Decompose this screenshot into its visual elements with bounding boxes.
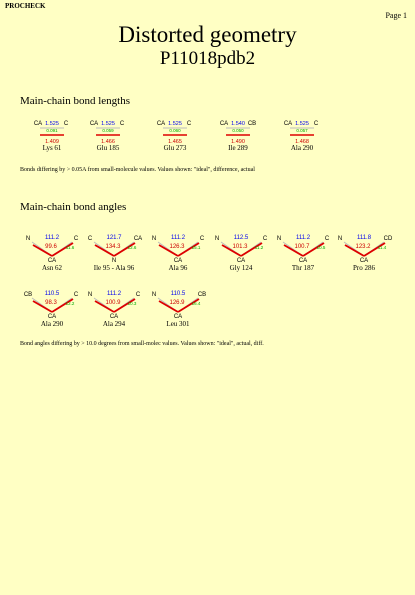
angle-difference: 11.4 — [377, 245, 387, 250]
page-subtitle: P11018pdb2 — [159, 48, 256, 69]
bond-angle-item — [88, 291, 141, 328]
center-atom-label: CA — [173, 258, 183, 264]
ideal-angle: 111.2 — [170, 235, 186, 241]
actual-angle: 126.9 — [169, 300, 185, 306]
center-atom-label: CA — [109, 314, 119, 320]
ideal-angle: 111.2 — [44, 235, 60, 241]
ideal-angle: 121.7 — [106, 235, 122, 241]
right-atom-label: C — [199, 236, 205, 242]
actual-length: 1.409 — [45, 139, 59, 145]
angle-difference: 11.2 — [254, 245, 264, 250]
angle-difference: 15.1 — [191, 245, 201, 250]
atom-label: C — [313, 121, 319, 127]
residue-label: Ile 289 — [228, 144, 248, 152]
residue-label: Leu 301 — [166, 320, 190, 328]
bond-angle-item — [338, 235, 393, 272]
ideal-length: 1.525 — [295, 121, 309, 127]
residue-label: Ala 96 — [168, 264, 188, 272]
left-atom-label: N — [25, 236, 31, 242]
atom-label: CB — [247, 121, 257, 127]
ideal-angle: 110.5 — [170, 291, 186, 297]
length-difference: 0.057 — [296, 128, 308, 133]
length-difference: 0.050 — [232, 128, 244, 133]
actual-angle: 134.3 — [105, 244, 121, 250]
page-number: Page 1 — [385, 11, 407, 20]
actual-angle: 100.9 — [105, 300, 121, 306]
actual-length: 1.490 — [231, 139, 245, 145]
ideal-length: 1.525 — [101, 121, 115, 127]
right-atom-label: C — [324, 236, 330, 242]
length-difference: 0.091 — [46, 128, 58, 133]
atom-label: C — [119, 121, 125, 127]
residue-label: Ala 294 — [102, 320, 126, 328]
atom-label: C — [63, 121, 69, 127]
right-atom-label: CB — [197, 292, 207, 298]
angle-difference: 11.6 — [65, 245, 75, 250]
bond-angles-note: Bond angles differing by > 10.0 degrees from small-molec values. Values shown: "ideal", actual, diff. — [20, 341, 264, 347]
ideal-angle: 112.5 — [233, 235, 249, 241]
right-atom-label: CD — [383, 236, 393, 242]
angle-difference: 10.3 — [127, 301, 137, 306]
left-atom-label: N — [276, 236, 282, 242]
page-title: Distorted geometry — [118, 22, 297, 47]
bond-angle-item — [88, 235, 142, 272]
atom-label: CA — [156, 121, 166, 127]
ideal-angle: 111.2 — [106, 291, 122, 297]
residue-label: Glu 273 — [163, 144, 187, 152]
center-atom-label: CA — [47, 258, 57, 264]
center-atom-label: CA — [298, 258, 308, 264]
actual-angle: 99.6 — [45, 244, 57, 250]
residue-label: Pro 286 — [353, 264, 375, 272]
atom-label: CA — [89, 121, 99, 127]
bond-angle-item — [26, 235, 79, 272]
length-difference: 0.060 — [169, 128, 181, 133]
angle-difference: 10.5 — [316, 245, 326, 250]
actual-length: 1.468 — [295, 139, 309, 145]
ideal-angle: 111.8 — [356, 235, 372, 241]
bond-lengths-title: Main-chain bond lengths — [20, 95, 130, 107]
residue-label: Lys 61 — [42, 144, 62, 152]
bond-angle-item — [24, 291, 79, 328]
right-atom-label: C — [135, 292, 141, 298]
residue-label: Gly 124 — [229, 264, 253, 272]
atom-label: CA — [283, 121, 293, 127]
actual-angle: 126.3 — [169, 244, 185, 250]
bond-angles-title: Main-chain bond angles — [20, 201, 127, 213]
residue-label: Asn 62 — [41, 264, 63, 272]
actual-angle: 100.7 — [294, 244, 310, 250]
center-atom-label: N — [111, 258, 117, 264]
center-atom-label: CA — [236, 258, 246, 264]
residue-label: Glu 185 — [96, 144, 120, 152]
actual-length: 1.465 — [168, 139, 182, 145]
right-atom-label: C — [73, 236, 79, 242]
ideal-angle: 110.5 — [44, 291, 60, 297]
left-atom-label: N — [337, 236, 343, 242]
right-atom-label: C — [73, 292, 79, 298]
ideal-length: 1.525 — [168, 121, 182, 127]
atom-label: CA — [219, 121, 229, 127]
angle-difference: 12.6 — [127, 245, 137, 250]
angle-difference: 12.2 — [65, 301, 75, 306]
angle-difference: 16.4 — [191, 301, 201, 306]
actual-angle: 123.2 — [355, 244, 371, 250]
left-atom-label: N — [87, 292, 93, 298]
center-atom-label: CA — [359, 258, 369, 264]
ideal-length: 1.525 — [45, 121, 59, 127]
bond-angle-item — [215, 235, 268, 272]
ideal-length: 1.540 — [231, 121, 245, 127]
right-atom-label: C — [262, 236, 268, 242]
atom-label: C — [186, 121, 192, 127]
left-atom-label: N — [151, 236, 157, 242]
left-atom-label: CB — [23, 292, 33, 298]
center-atom-label: CA — [173, 314, 183, 320]
bond-angle-item — [152, 235, 205, 272]
length-difference: 0.059 — [102, 128, 114, 133]
actual-angle: 98.3 — [45, 300, 57, 306]
bond-angle-item — [152, 291, 206, 328]
right-atom-label: CA — [133, 236, 143, 242]
left-atom-label: C — [87, 236, 93, 242]
actual-angle: 101.3 — [232, 244, 248, 250]
left-atom-label: N — [151, 292, 157, 298]
program-label: PROCHECK — [5, 2, 46, 10]
bond-lengths-note: Bonds differing by > 0.05A from small-molecule values. Values shown: "ideal", difference, actual — [20, 167, 255, 173]
bond-angle-item — [277, 235, 330, 272]
actual-length: 1.466 — [101, 139, 115, 145]
left-atom-label: N — [214, 236, 220, 242]
residue-label: Ala 290 — [290, 144, 314, 152]
residue-label: Thr 187 — [291, 264, 315, 272]
residue-label: Ala 290 — [40, 320, 64, 328]
ideal-angle: 111.2 — [295, 235, 311, 241]
residue-label: Ile 95 - Ala 96 — [93, 264, 135, 272]
atom-label: CA — [33, 121, 43, 127]
center-atom-label: CA — [47, 314, 57, 320]
